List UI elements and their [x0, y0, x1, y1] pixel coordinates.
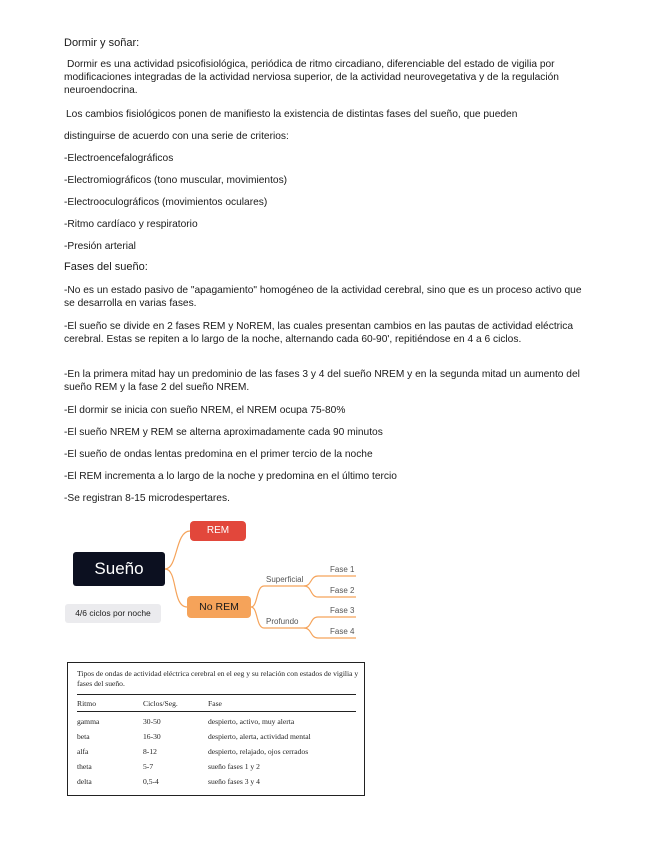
node-norem: No REM [187, 596, 251, 618]
table-cell: gamma [77, 717, 100, 726]
table-cell: 30-50 [143, 717, 161, 726]
node-profundo: Profundo [266, 617, 299, 626]
connector-norem-profundo [251, 607, 264, 628]
cambios-line-2: distinguirse de acuerdo con una serie de criterios: [64, 131, 289, 142]
table-cell: 0,5-4 [143, 777, 159, 786]
connector-root-norem [165, 569, 187, 607]
table-cell: alfa [77, 747, 89, 756]
table-cell: despierto, relajado, ojos cerrados [208, 747, 309, 756]
connector-fase3 [304, 617, 318, 628]
connector-fase1 [304, 576, 318, 586]
fase-item: -No es un estado pasivo de "apagamiento" homogéneo de la actividad cerebral, sino que es un proceso activo que se desarrolla en varias fases. [64, 285, 582, 310]
table-header-fase: Fase [208, 699, 222, 708]
table-cell: despierto, alerta, actividad mental [208, 732, 311, 741]
cambios-line-1: Los cambios fisiológicos ponen de manifiesto la existencia de distintas fases del sueño, que pueden [66, 109, 518, 120]
node-sueno: Sueño [73, 552, 165, 586]
table-cell: despierto, activo, muy alerta [208, 717, 295, 726]
criterio-item: -Electrooculográficos (movimientos oculares) [64, 197, 268, 208]
table-cell: 8-12 [143, 747, 157, 756]
table-cell: delta [77, 777, 92, 786]
table-cell: sueño fases 3 y 4 [208, 777, 260, 786]
node-superficial: Superficial [266, 575, 304, 584]
node-rem: REM [190, 521, 246, 541]
table-cell: sueño fases 1 y 2 [208, 762, 260, 771]
criterio-item: -Ritmo cardíaco y respiratorio [64, 219, 198, 230]
sleep-mind-map [60, 512, 380, 647]
node-fase-2: Fase 2 [330, 586, 355, 595]
fases-title: Fases del sueño: [64, 261, 148, 273]
fase-item: -El REM incrementa a lo largo de la noche y predomina en el último tercio [64, 471, 397, 482]
criterio-item: -Presión arterial [64, 241, 136, 252]
table-cell: 16-30 [143, 732, 161, 741]
table-rule-top [77, 694, 356, 695]
node-fase-4: Fase 4 [330, 627, 355, 636]
table-caption: Tipos de ondas de actividad eléctrica cerebral en el eeg y su relación con estados de vigilia y fases del sueño. [77, 669, 359, 688]
node-fase-3: Fase 3 [330, 606, 355, 615]
intro-paragraph: Dormir es una actividad psicofisiológica, periódica de ritmo circadiano, diferenciable del estado de vigilia por modificaciones integradas de la actividad nerviosa superior, de la actividad neurovegetativa y de la regulación neuroendocrina. [64, 59, 559, 97]
connector-fase2 [304, 586, 318, 597]
criterio-item: -Electroencefalográficos [64, 153, 174, 164]
criterio-item: -Electromiográficos (tono muscular, movimientos) [64, 175, 288, 186]
node-ciclos: 4/6 ciclos por noche [65, 604, 161, 623]
connector-root-rem [165, 531, 190, 569]
table-header-ritmo: Ritmo [77, 699, 96, 708]
fase-item: -En la primera mitad hay un predominio de las fases 3 y 4 del sueño NREM y en la segunda mitad un aumento del sueño REM y la fase 2 del sueño NREM. [64, 369, 580, 394]
eeg-waves-table [67, 662, 365, 796]
fase-item: -Se registran 8-15 microdespertares. [64, 493, 230, 504]
connector-fase4 [304, 628, 318, 638]
fase-item: -El sueño se divide en 2 fases REM y NoREM, las cuales presentan cambios en las pautas de actividad eléctrica cerebral. Estas se repiten a lo largo de la noche, alternando cada 60-90', repitiéndose en 4 a 6 ciclos. [64, 321, 574, 346]
node-fase-1: Fase 1 [330, 565, 355, 574]
fase-item: -El sueño de ondas lentas predomina en el primer tercio de la noche [64, 449, 373, 460]
table-cell: 5-7 [143, 762, 154, 771]
table-rule-header [77, 711, 356, 712]
table-cell: beta [77, 732, 90, 741]
table-cell: theta [77, 762, 92, 771]
fase-item: -El sueño NREM y REM se alterna aproximadamente cada 90 minutos [64, 427, 383, 438]
page-title: Dormir y soñar: [64, 37, 140, 49]
connector-norem-superficial [251, 586, 264, 607]
fase-item: -El dormir se inicia con sueño NREM, el NREM ocupa 75-80% [64, 405, 346, 416]
table-header-ciclos: Ciclos/Seg. [143, 699, 178, 708]
